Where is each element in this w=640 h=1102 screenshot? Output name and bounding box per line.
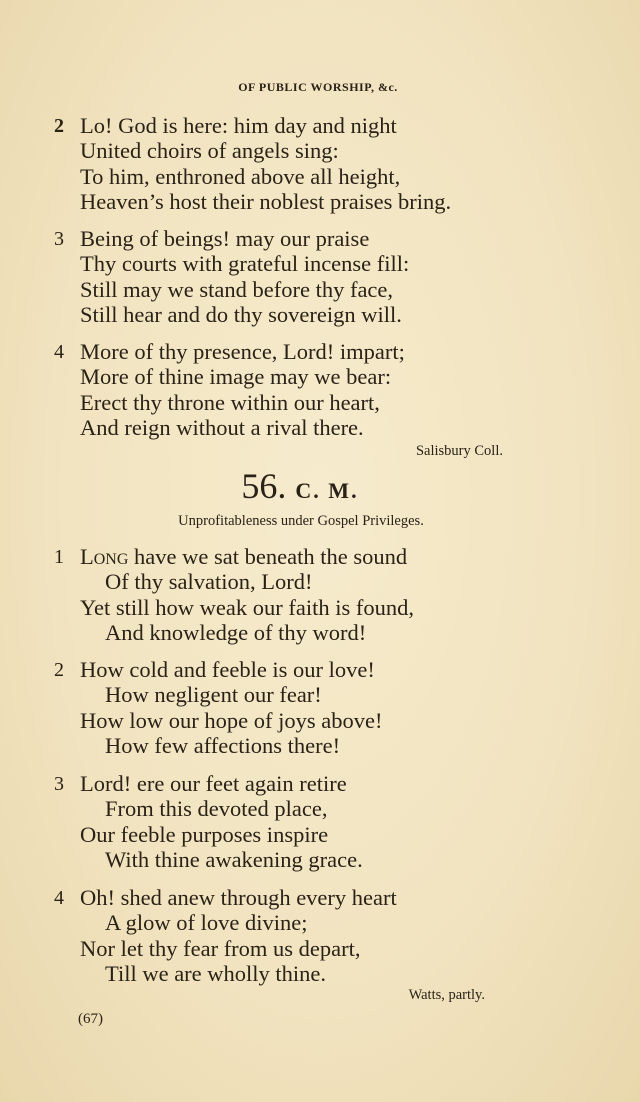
page-number: (67) — [78, 1011, 103, 1027]
stanza-number: 4 — [54, 341, 64, 363]
verse-line: Thy courts with grateful incense fill: — [80, 251, 410, 277]
verse-line: More of thy presence, Lord! impart; — [80, 339, 405, 364]
verse-line: How cold and feeble is our love! — [80, 657, 375, 682]
verse-line: Yet still how weak our faith is found, — [80, 594, 414, 620]
hymn-subtitle: Unprofitableness under Gospel Privileges. — [178, 513, 424, 529]
verse-line: Our feeble purposes inspire — [80, 821, 329, 847]
verse-line: From this devoted place, — [105, 796, 328, 822]
verse-line: Lord! ere our feet again retire — [80, 771, 347, 796]
verse-line: United choirs of angels sing: — [80, 138, 339, 164]
stanza-number: 4 — [54, 887, 64, 909]
attribution-salisbury: Salisbury Coll. — [415, 443, 503, 459]
hymn-heading — [0, 466, 600, 511]
attribution-watts: Watts, partly. — [408, 987, 485, 1003]
verse-line: And reign without a rival there. — [80, 414, 364, 440]
verse-line: Erect thy throne within our heart, — [80, 389, 380, 415]
stanza-number: 3 — [54, 228, 64, 250]
verse-line — [80, 544, 407, 570]
verse-line-rest: have we sat beneath the sound — [134, 544, 408, 569]
verse-line: With thine awakening grace. — [105, 846, 363, 872]
stanza-number: 3 — [54, 773, 64, 795]
verse-line: And knowledge of thy word! — [105, 619, 367, 645]
hymn-number: 56. — [241, 466, 287, 506]
verse-line: Oh! shed anew through every heart — [80, 885, 397, 910]
verse-line: How low our hope of joys above! — [80, 707, 383, 733]
hymn-meter: C. M. — [295, 478, 359, 503]
verse-line: Of thy salvation, Lord! — [105, 569, 313, 595]
verse-line: A glow of love divine; — [105, 910, 308, 936]
verse-line: To him, enthroned above all height, — [80, 163, 401, 189]
stanza-number: 2 — [54, 659, 64, 681]
verse-line: Still hear and do thy sovereign will. — [80, 301, 402, 327]
verse-line: Still may we stand before thy face, — [80, 276, 394, 302]
running-header: OF PUBLIC WORSHIP, &c. — [238, 80, 398, 94]
verse-line: Lo! God is here: him day and night — [80, 113, 397, 138]
stanza-number: 2 — [54, 115, 64, 137]
verse-line: Heaven’s host their noblest praises bring. — [80, 188, 452, 214]
verse-line: Being of beings! may our praise — [80, 226, 370, 251]
verse-line: How few affections there! — [105, 732, 341, 758]
verse-line: How negligent our fear! — [105, 682, 322, 708]
stanza-number: 1 — [54, 546, 64, 568]
verse-line: Till we are wholly thine. — [105, 960, 327, 986]
verse-line: More of thine image may we bear: — [80, 364, 392, 390]
verse-line: Nor let thy fear from us depart, — [80, 935, 361, 961]
first-word-smallcaps: Long — [80, 544, 129, 569]
